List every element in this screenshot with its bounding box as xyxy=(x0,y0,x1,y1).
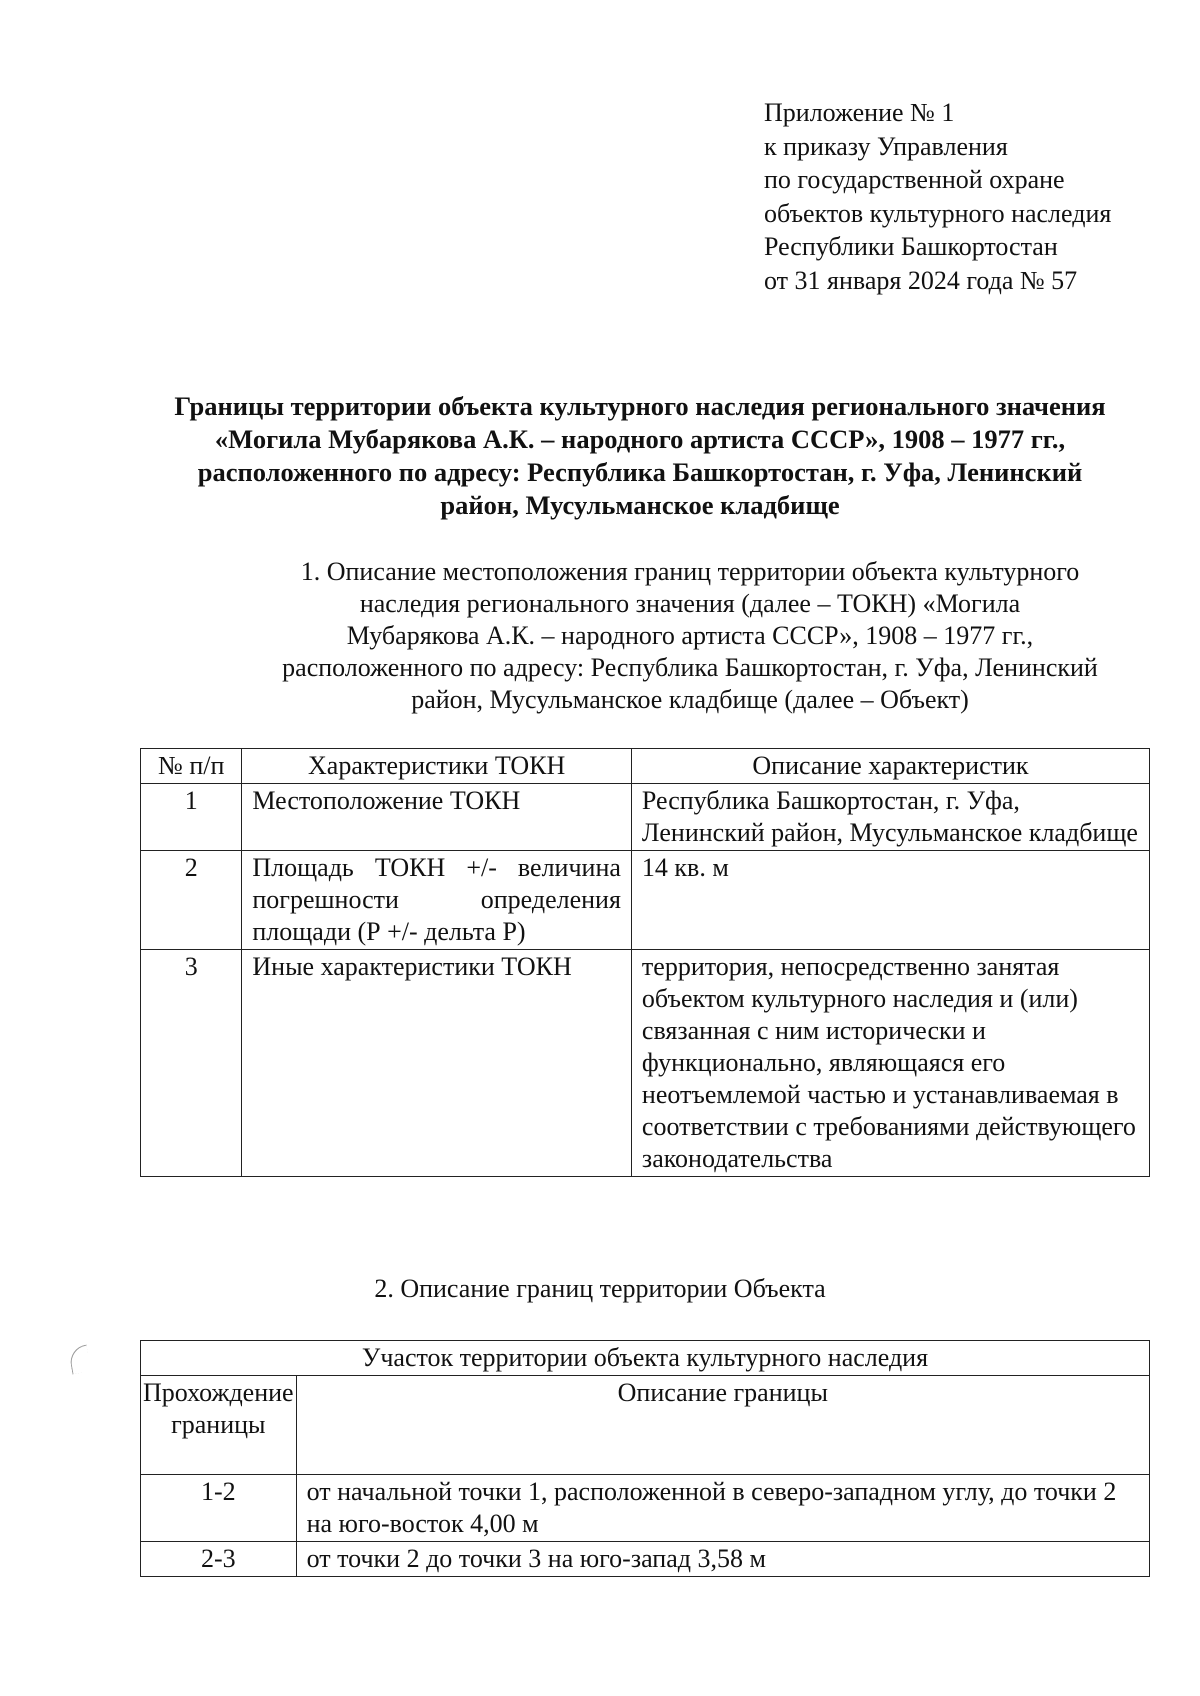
title-line: расположенного по адресу: Республика Башкортостан, г. Уфа, Ленинский xyxy=(197,457,1083,487)
row-desc: от точки 2 до точки 3 на юго-запад 3,58 м xyxy=(296,1542,1149,1577)
row-name: Иные характеристики ТОКН xyxy=(242,950,632,1177)
title-line: Границы территории объекта культурного наследия регионального значения xyxy=(174,391,1106,421)
table-row xyxy=(141,1542,1150,1577)
appendix-line: объектов культурного наследия xyxy=(764,198,1112,228)
header-num: № п/п xyxy=(141,749,242,784)
row-segment: 2-3 xyxy=(141,1542,297,1577)
appendix-line: от 31 января 2024 года № 57 xyxy=(764,265,1078,295)
section1-line: Мубарякова А.К. – народного артиста СССР», 1908 – 1977 гг., xyxy=(346,621,1034,650)
table-row xyxy=(141,950,1150,1177)
section1-heading xyxy=(220,556,1160,716)
row-desc: 14 кв. м xyxy=(631,851,1149,950)
section1-line: наследия регионального значения (далее – ТОКН) «Могила xyxy=(359,589,1021,618)
table-row xyxy=(141,784,1150,851)
title-line: «Могила Мубарякова А.К. – народного артиста СССР», 1908 – 1977 гг., xyxy=(214,424,1066,454)
row-segment: 1-2 xyxy=(141,1475,297,1542)
pen-mark xyxy=(68,1345,91,1375)
row-desc: Республика Башкортостан, г. Уфа, Ленинский район, Мусульманское кладбище xyxy=(631,784,1149,851)
appendix-block xyxy=(764,96,1111,297)
header-segment: Прохождение границы xyxy=(141,1376,297,1475)
section2-heading: 2. Описание границ территории Объекта xyxy=(374,1274,826,1303)
table-row xyxy=(141,851,1150,950)
boundary-table xyxy=(140,1340,1150,1577)
row-num: 3 xyxy=(141,950,242,1177)
table-caption-row xyxy=(141,1341,1150,1376)
table-header-row xyxy=(141,1376,1150,1475)
row-desc: от начальной точки 1, расположенной в северо-западном углу, до точки 2 на юго-восток 4,00 м xyxy=(296,1475,1149,1542)
table-row xyxy=(141,1475,1150,1542)
table-caption: Участок территории объекта культурного наследия xyxy=(141,1341,1150,1376)
header-description: Описание характеристик xyxy=(631,749,1149,784)
appendix-line: по государственной охране xyxy=(764,165,1065,194)
header-boundary-desc: Описание границы xyxy=(296,1376,1149,1475)
appendix-line: Республики Башкортостан xyxy=(764,232,1058,261)
section1-line: район, Мусульманское кладбище (далее – Объект) xyxy=(411,685,969,714)
row-name: Площадь ТОКН +/- величина погрешности определения площади (Р +/- дельта Р) xyxy=(242,851,632,950)
title-line: район, Мусульманское кладбище xyxy=(440,490,840,520)
table-header-row xyxy=(141,749,1150,784)
row-num: 2 xyxy=(141,851,242,950)
row-desc: территория, непосредственно занятая объектом культурного наследия и (или) связанная с ним исторически и функционально, являющаяся его неотъемлемой частью и устанавливаемая в соответствии с требованиями действующего законодательства xyxy=(631,950,1149,1177)
appendix-line: к приказу Управления xyxy=(764,131,1008,161)
section1-line: 1. Описание местоположения границ территории объекта культурного xyxy=(300,557,1080,586)
document-title xyxy=(130,390,1150,522)
row-name: Местоположение ТОКН xyxy=(242,784,632,851)
appendix-line: Приложение № 1 xyxy=(764,98,955,127)
characteristics-table xyxy=(140,748,1150,1177)
header-characteristics: Характеристики ТОКН xyxy=(242,749,632,784)
section1-line: расположенного по адресу: Республика Башкортостан, г. Уфа, Ленинский xyxy=(282,653,1098,682)
row-num: 1 xyxy=(141,784,242,851)
